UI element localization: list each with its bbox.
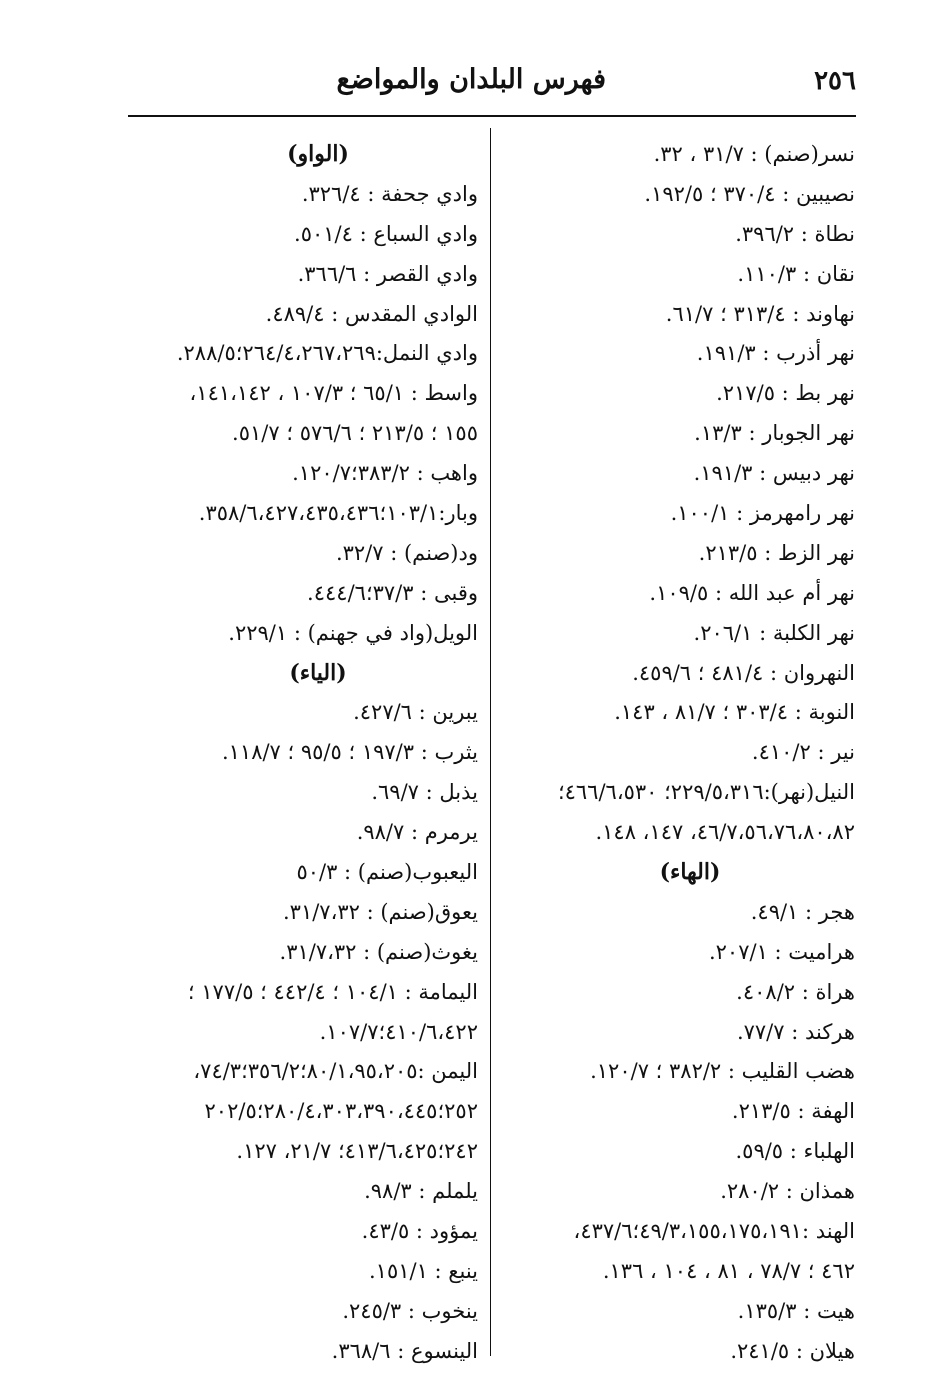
index-entry: وقبى : ٣٧/٣؛٤٤٤/٦. — [307, 580, 478, 605]
section-heading: (الواو) — [287, 141, 349, 167]
index-entry: نصيبين : ٣٧٠/٤ ؛ ١٩٢/٥. — [644, 181, 855, 206]
index-entry: يذبل : ٦٩/٧. — [371, 780, 478, 805]
index-entry: اليمامة : ١٠٤/١ ؛ ٤٤٢/٤ ؛ ١٧٧/٥ ؛ — [187, 979, 478, 1004]
index-entry: النهروان : ٤٨١/٤ ؛ ٤٥٩/٦. — [632, 660, 855, 685]
index-entry: يرمرم : ٩٨/٧. — [356, 820, 478, 845]
index-entry: ينبع : ١٥١/١. — [368, 1258, 478, 1283]
index-entry: وبار:١٠٣/١؛٣٥٨/٦،٤٢٧،٤٣٥،٤٣٦. — [198, 501, 478, 526]
index-entry: نسر(صنم) : ٣١/٧ ، ٣٢. — [653, 142, 855, 166]
index-entry: هيت : ١٣٥/٣. — [737, 1298, 855, 1323]
index-entry: يمؤود : ٤٣/٥. — [361, 1219, 478, 1244]
index-entry: نهر بط : ٢١٧/٥. — [716, 381, 855, 406]
header-rule — [128, 115, 856, 117]
index-entry: نهر الزط : ٢١٣/٥. — [698, 540, 855, 565]
index-entry: نهاوند : ٣١٣/٤ ؛ ٦١/٧. — [665, 301, 855, 326]
index-entry: هراة : ٤٠٨/٢. — [736, 979, 855, 1004]
index-entry: ٤٦/٧،٥٦،٧٦،٨٠،٨٢، ١٤٧، ١٤٨. — [595, 820, 855, 845]
index-entry: هضب القليب : ٣٨٢/٢ ؛ ١٢٠/٧. — [590, 1059, 855, 1084]
index-entry: هجر : ٤٩/١. — [750, 899, 855, 924]
page-number: ٢٥٦ — [814, 66, 856, 96]
index-entry: وادي النمل:٢٦٤/٤،٢٦٧،٢٦٩؛٢٨٨/٥. — [176, 341, 478, 366]
index-entry: النيل(نهر):٢٢٩/٥،٣١٦؛ ٤٦٦/٦،٥٣٠؛ — [557, 780, 855, 805]
index-entry: نهر رامهرمز : ١٠٠/١. — [670, 501, 855, 526]
index-entry: الويل(واد في جهنم) : ٢٢٩/١. — [228, 620, 478, 645]
index-entry: نطاة : ٣٩٦/٢. — [735, 221, 855, 246]
index-entry: ٤١٠/٦،٤٢٢؛١٠٧/٧. — [319, 1019, 478, 1044]
index-entry: نهر أذرب : ١٩١/٣. — [696, 341, 855, 366]
section-heading: (الهاء) — [659, 859, 721, 886]
index-entry: ٢٤٢؛٤١٣/٦،٤٢٥؛ ٢١/٧، ١٢٧. — [236, 1139, 478, 1164]
index-entry: يلملم : ٩٨/٣. — [364, 1179, 478, 1204]
index-entry: الهفة : ٢١٣/٥. — [731, 1099, 855, 1124]
index-entry: الوادي المقدس : ٤٨٩/٤. — [265, 301, 478, 326]
index-entry: الهند :٤٩/٣،١٥٥،١٧٥،١٩١؛٤٣٧/٦، — [573, 1219, 855, 1244]
index-entry: ٢٥٢؛٢٨٠/٤،٣٠٣،٣٩٠،٤٤٥؛٢٠٢/٥ — [204, 1099, 478, 1124]
index-entry: ٤٦٢ ؛ ٧٨/٧ ، ٨١ ، ١٠٤ ، ١٣٦. — [602, 1258, 855, 1283]
index-entry: اليعبوب(صنم) : ٥٠/٣ — [296, 860, 478, 885]
left-column — [128, 135, 478, 1372]
index-entry: ١٥٥ ؛ ٢١٣/٥ ؛ ٥٧٦/٦ ؛ ٥١/٧. — [232, 421, 478, 446]
index-entry: ود(صنم) : ٣٢/٧. — [335, 540, 478, 565]
index-entry: واسط : ٦٥/١ ؛ ١٠٧/٣ ، ١٤١،١٤٢، — [189, 381, 478, 406]
index-entry: هركند : ٧٧/٧. — [736, 1019, 855, 1044]
index-entry: النوبة : ٣٠٣/٤ ؛ ٨١/٧ ، ١٤٣. — [614, 700, 855, 725]
index-entry: نهر أم عبد الله : ١٠٩/٥. — [649, 580, 855, 605]
index-entry: نهر الجوبار : ١٣/٣. — [694, 421, 855, 446]
page-title: فهرس البلدان والمواضع — [336, 64, 606, 95]
page-header — [128, 62, 856, 110]
index-entry: ينخوب : ٢٤٥/٣. — [342, 1298, 478, 1323]
right-column — [505, 135, 855, 1372]
index-entry: نير : ٤١٠/٢. — [751, 740, 855, 765]
index-entry: الينسوع : ٣٦٨/٦. — [331, 1338, 478, 1363]
index-entry: نقان : ١١٠/٣. — [737, 261, 855, 286]
index-entry: واهب : ٣٨٣/٢؛١٢٠/٧. — [292, 461, 478, 486]
column-divider — [490, 128, 491, 1356]
index-entry: نهر دبيس : ١٩١/٣. — [693, 461, 855, 486]
index-entry: يعوق(صنم) : ٣١/٧،٣٢. — [282, 899, 478, 924]
index-entry: نهر الكلبة : ٢٠٦/١. — [693, 620, 855, 645]
index-entry: يغوث(صنم) : ٣١/٧،٣٢. — [279, 939, 478, 964]
index-entry: وادي القصر : ٣٦٦/٦. — [297, 261, 478, 286]
index-entry: وادي جحفة : ٣٢٦/٤. — [301, 181, 478, 206]
index-entry: يبرين : ٤٢٧/٦. — [353, 700, 478, 725]
index-entry: اليمن :٨٠/١،٩٥،٢٠٥؛٣٥٦/٢؛٧٤/٣، — [193, 1059, 478, 1084]
index-entry: همذان : ٢٨٠/٢. — [720, 1179, 855, 1204]
section-heading: (الياء) — [289, 659, 347, 686]
index-entry: هيلان : ٢٤١/٥. — [730, 1338, 855, 1363]
index-entry: وادي السباع : ٥٠١/٤. — [294, 221, 478, 246]
index-entry: هراميت : ٢٠٧/١. — [708, 939, 855, 964]
index-entry: يثرب : ١٩٧/٣ ؛ ٩٥/٥ ؛ ١١٨/٧. — [221, 740, 478, 765]
index-entry: الهلباء : ٥٩/٥. — [735, 1139, 855, 1164]
